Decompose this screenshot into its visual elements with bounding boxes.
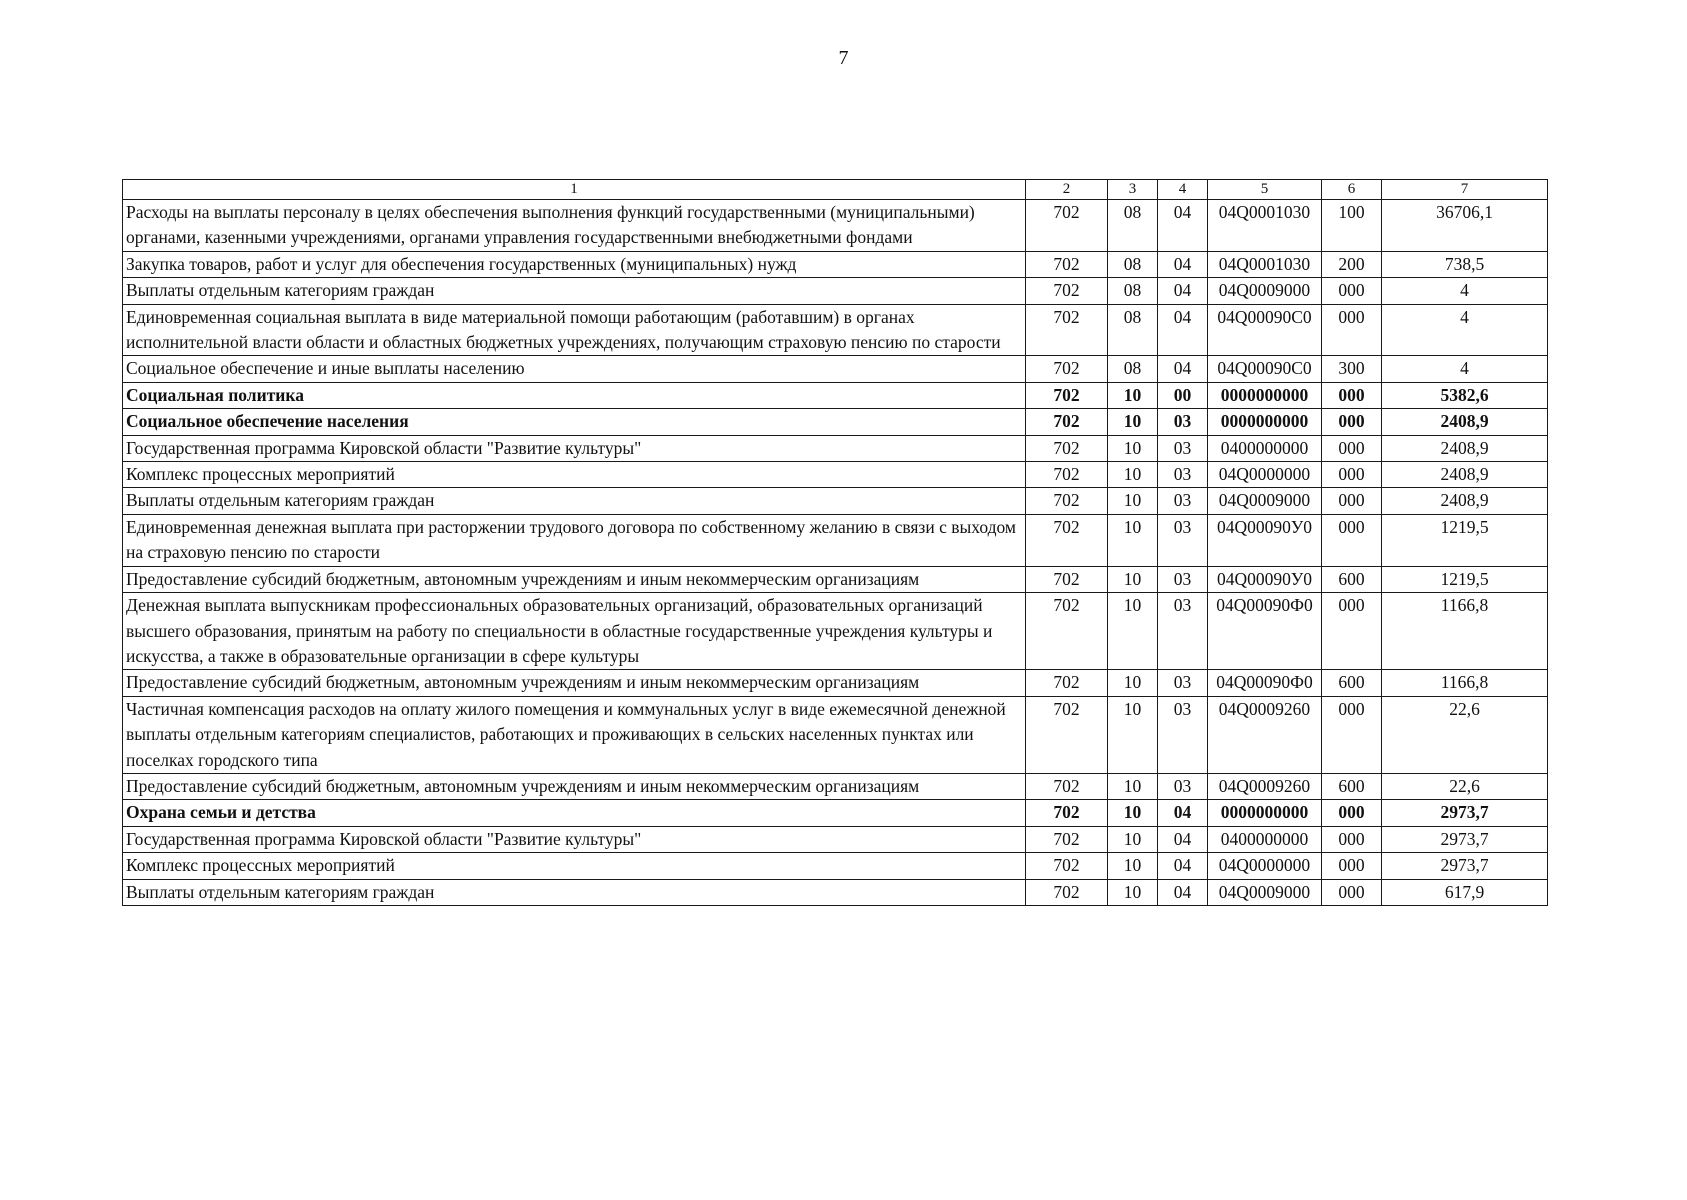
table-row: [123, 356, 1548, 382]
cell-target-article: 0000000000: [1208, 382, 1322, 408]
row-name: Единовременная денежная выплата при расторжении трудового договора по собственному желанию в связи с выходом на страховую пенсию по старости: [123, 514, 1026, 566]
cell-expense-type: 100: [1322, 200, 1382, 252]
cell-amount: 738,5: [1382, 251, 1548, 277]
cell-expense-type: 000: [1322, 826, 1382, 852]
cell-expense-type: 000: [1322, 593, 1382, 670]
cell-section-code: 10: [1108, 462, 1158, 488]
cell-chapter-code: 702: [1026, 356, 1108, 382]
cell-target-article: 04Q00090У0: [1208, 514, 1322, 566]
row-name: Денежная выплата выпускникам профессиональных образовательных организаций, образовательных организаций высшего образования, принятым на работу по специальности в областные государственные учреждения культуры и искусства, а также в образовательные организации в сфере культуры: [123, 593, 1026, 670]
cell-target-article: 04Q0009000: [1208, 278, 1322, 304]
cell-amount: 617,9: [1382, 879, 1548, 905]
row-name: Частичная компенсация расходов на оплату жилого помещения и коммунальных услуг в виде ежемесячной денежной выплаты отдельным категориям специалистов, работающих и проживающих в сельских населенных пунктах или поселках городского типа: [123, 696, 1026, 773]
cell-target-article: 04Q0009260: [1208, 773, 1322, 799]
cell-target-article: 04Q0009000: [1208, 879, 1322, 905]
row-name: Охрана семьи и детства: [123, 800, 1026, 826]
cell-section-code: 10: [1108, 696, 1158, 773]
row-name: Комплекс процессных мероприятий: [123, 462, 1026, 488]
table-row: [123, 488, 1548, 514]
cell-chapter-code: 702: [1026, 514, 1108, 566]
cell-subsection-code: 03: [1158, 773, 1208, 799]
cell-section-code: 08: [1108, 251, 1158, 277]
cell-subsection-code: 03: [1158, 566, 1208, 592]
cell-target-article: 0400000000: [1208, 435, 1322, 461]
cell-subsection-code: 03: [1158, 514, 1208, 566]
cell-target-article: 04Q00090Ф0: [1208, 593, 1322, 670]
cell-chapter-code: 702: [1026, 200, 1108, 252]
cell-subsection-code: 03: [1158, 435, 1208, 461]
cell-subsection-code: 03: [1158, 696, 1208, 773]
cell-section-code: 10: [1108, 566, 1158, 592]
cell-subsection-code: 04: [1158, 826, 1208, 852]
cell-section-code: 10: [1108, 409, 1158, 435]
cell-expense-type: 000: [1322, 800, 1382, 826]
cell-target-article: 04Q0001030: [1208, 251, 1322, 277]
row-name: Комплекс процессных мероприятий: [123, 853, 1026, 879]
cell-amount: 5382,6: [1382, 382, 1548, 408]
cell-expense-type: 300: [1322, 356, 1382, 382]
cell-target-article: 04Q0001030: [1208, 200, 1322, 252]
cell-section-code: 10: [1108, 800, 1158, 826]
cell-expense-type: 000: [1322, 278, 1382, 304]
cell-expense-type: 000: [1322, 382, 1382, 408]
cell-amount: 2408,9: [1382, 488, 1548, 514]
row-name: Выплаты отдельным категориям граждан: [123, 278, 1026, 304]
cell-amount: 2973,7: [1382, 800, 1548, 826]
table-row: [123, 304, 1548, 356]
cell-expense-type: 000: [1322, 514, 1382, 566]
cell-expense-type: 000: [1322, 488, 1382, 514]
cell-section-code: 08: [1108, 200, 1158, 252]
table-row: [123, 462, 1548, 488]
cell-section-code: 10: [1108, 670, 1158, 696]
cell-expense-type: 000: [1322, 304, 1382, 356]
cell-target-article: 04Q00090C0: [1208, 304, 1322, 356]
table-row: [123, 382, 1548, 408]
cell-subsection-code: 04: [1158, 800, 1208, 826]
cell-subsection-code: 04: [1158, 853, 1208, 879]
cell-subsection-code: 00: [1158, 382, 1208, 408]
header-row: [123, 180, 1548, 200]
cell-section-code: 10: [1108, 435, 1158, 461]
row-name: Предоставление субсидий бюджетным, автономным учреждениям и иным некоммерческим организациям: [123, 773, 1026, 799]
cell-amount: 1219,5: [1382, 514, 1548, 566]
table-row: [123, 251, 1548, 277]
budget-table: [122, 179, 1548, 906]
cell-chapter-code: 702: [1026, 879, 1108, 905]
cell-subsection-code: 04: [1158, 278, 1208, 304]
cell-expense-type: 000: [1322, 462, 1382, 488]
column-header-5: 5: [1208, 180, 1322, 200]
cell-section-code: 10: [1108, 514, 1158, 566]
cell-target-article: 04Q0000000: [1208, 853, 1322, 879]
cell-chapter-code: 702: [1026, 278, 1108, 304]
cell-amount: 2408,9: [1382, 435, 1548, 461]
cell-chapter-code: 702: [1026, 435, 1108, 461]
column-header-4: 4: [1158, 180, 1208, 200]
cell-target-article: 0000000000: [1208, 800, 1322, 826]
column-header-3: 3: [1108, 180, 1158, 200]
cell-chapter-code: 702: [1026, 800, 1108, 826]
cell-amount: 36706,1: [1382, 200, 1548, 252]
cell-subsection-code: 04: [1158, 200, 1208, 252]
row-name: Социальная политика: [123, 382, 1026, 408]
cell-subsection-code: 04: [1158, 304, 1208, 356]
cell-expense-type: 000: [1322, 409, 1382, 435]
cell-amount: 2408,9: [1382, 462, 1548, 488]
row-name: Закупка товаров, работ и услуг для обеспечения государственных (муниципальных) нужд: [123, 251, 1026, 277]
row-name: Выплаты отдельным категориям граждан: [123, 879, 1026, 905]
cell-chapter-code: 702: [1026, 251, 1108, 277]
row-name: Расходы на выплаты персоналу в целях обеспечения выполнения функций государственными (муниципальными) органами, казенными учреждениями, органами управления государственными внебюджетными фондами: [123, 200, 1026, 252]
cell-chapter-code: 702: [1026, 773, 1108, 799]
cell-chapter-code: 702: [1026, 593, 1108, 670]
row-name: Социальное обеспечение и иные выплаты населению: [123, 356, 1026, 382]
cell-expense-type: 000: [1322, 696, 1382, 773]
column-header-1: 1: [123, 180, 1026, 200]
row-name: Предоставление субсидий бюджетным, автономным учреждениям и иным некоммерческим организациям: [123, 566, 1026, 592]
cell-expense-type: 600: [1322, 566, 1382, 592]
table-row: [123, 278, 1548, 304]
table-row: [123, 826, 1548, 852]
cell-target-article: 04Q00090C0: [1208, 356, 1322, 382]
cell-subsection-code: 04: [1158, 879, 1208, 905]
cell-amount: 2973,7: [1382, 826, 1548, 852]
column-header-6: 6: [1322, 180, 1382, 200]
cell-chapter-code: 702: [1026, 566, 1108, 592]
cell-amount: 1166,8: [1382, 670, 1548, 696]
page-number: 7: [838, 47, 849, 69]
cell-chapter-code: 702: [1026, 382, 1108, 408]
row-name: Социальное обеспечение населения: [123, 409, 1026, 435]
cell-target-article: 0000000000: [1208, 409, 1322, 435]
cell-expense-type: 000: [1322, 879, 1382, 905]
cell-section-code: 10: [1108, 382, 1158, 408]
cell-subsection-code: 03: [1158, 488, 1208, 514]
table-row: [123, 409, 1548, 435]
cell-amount: 22,6: [1382, 696, 1548, 773]
cell-chapter-code: 702: [1026, 488, 1108, 514]
cell-expense-type: 000: [1322, 853, 1382, 879]
table-row: [123, 593, 1548, 670]
table-row: [123, 435, 1548, 461]
cell-target-article: 04Q0000000: [1208, 462, 1322, 488]
table-row: [123, 514, 1548, 566]
row-name: Выплаты отдельным категориям граждан: [123, 488, 1026, 514]
cell-subsection-code: 03: [1158, 462, 1208, 488]
cell-amount: 22,6: [1382, 773, 1548, 799]
cell-chapter-code: 702: [1026, 696, 1108, 773]
cell-subsection-code: 03: [1158, 409, 1208, 435]
table-row: [123, 773, 1548, 799]
cell-subsection-code: 04: [1158, 251, 1208, 277]
table-row: [123, 853, 1548, 879]
cell-section-code: 10: [1108, 488, 1158, 514]
cell-subsection-code: 04: [1158, 356, 1208, 382]
cell-section-code: 08: [1108, 278, 1158, 304]
cell-amount: 4: [1382, 304, 1548, 356]
cell-chapter-code: 702: [1026, 826, 1108, 852]
column-header-2: 2: [1026, 180, 1108, 200]
cell-amount: 2408,9: [1382, 409, 1548, 435]
cell-target-article: 0400000000: [1208, 826, 1322, 852]
cell-section-code: 10: [1108, 826, 1158, 852]
cell-section-code: 08: [1108, 356, 1158, 382]
cell-amount: 1166,8: [1382, 593, 1548, 670]
cell-expense-type: 600: [1322, 773, 1382, 799]
row-name: Единовременная социальная выплата в виде материальной помощи работающим (работавшим) в органах исполнительной власти области и областных бюджетных учреждениях, получающим страховую пенсию по старости: [123, 304, 1026, 356]
cell-section-code: 10: [1108, 879, 1158, 905]
table-row: [123, 800, 1548, 826]
cell-chapter-code: 702: [1026, 304, 1108, 356]
column-header-7: 7: [1382, 180, 1548, 200]
cell-chapter-code: 702: [1026, 670, 1108, 696]
cell-subsection-code: 03: [1158, 593, 1208, 670]
table-row: [123, 670, 1548, 696]
cell-expense-type: 600: [1322, 670, 1382, 696]
table-row: [123, 879, 1548, 905]
cell-target-article: 04Q00090Ф0: [1208, 670, 1322, 696]
table-row: [123, 566, 1548, 592]
cell-section-code: 10: [1108, 853, 1158, 879]
table-row: [123, 696, 1548, 773]
row-name: Государственная программа Кировской области "Развитие культуры": [123, 826, 1026, 852]
cell-amount: 4: [1382, 278, 1548, 304]
cell-chapter-code: 702: [1026, 409, 1108, 435]
cell-section-code: 10: [1108, 773, 1158, 799]
cell-amount: 4: [1382, 356, 1548, 382]
cell-amount: 1219,5: [1382, 566, 1548, 592]
table-row: [123, 200, 1548, 252]
cell-chapter-code: 702: [1026, 462, 1108, 488]
cell-amount: 2973,7: [1382, 853, 1548, 879]
row-name: Предоставление субсидий бюджетным, автономным учреждениям и иным некоммерческим организациям: [123, 670, 1026, 696]
cell-target-article: 04Q00090У0: [1208, 566, 1322, 592]
cell-expense-type: 200: [1322, 251, 1382, 277]
cell-expense-type: 000: [1322, 435, 1382, 461]
cell-subsection-code: 03: [1158, 670, 1208, 696]
table-body: [123, 200, 1548, 906]
cell-section-code: 08: [1108, 304, 1158, 356]
cell-target-article: 04Q0009000: [1208, 488, 1322, 514]
cell-target-article: 04Q0009260: [1208, 696, 1322, 773]
cell-section-code: 10: [1108, 593, 1158, 670]
cell-chapter-code: 702: [1026, 853, 1108, 879]
row-name: Государственная программа Кировской области "Развитие культуры": [123, 435, 1026, 461]
